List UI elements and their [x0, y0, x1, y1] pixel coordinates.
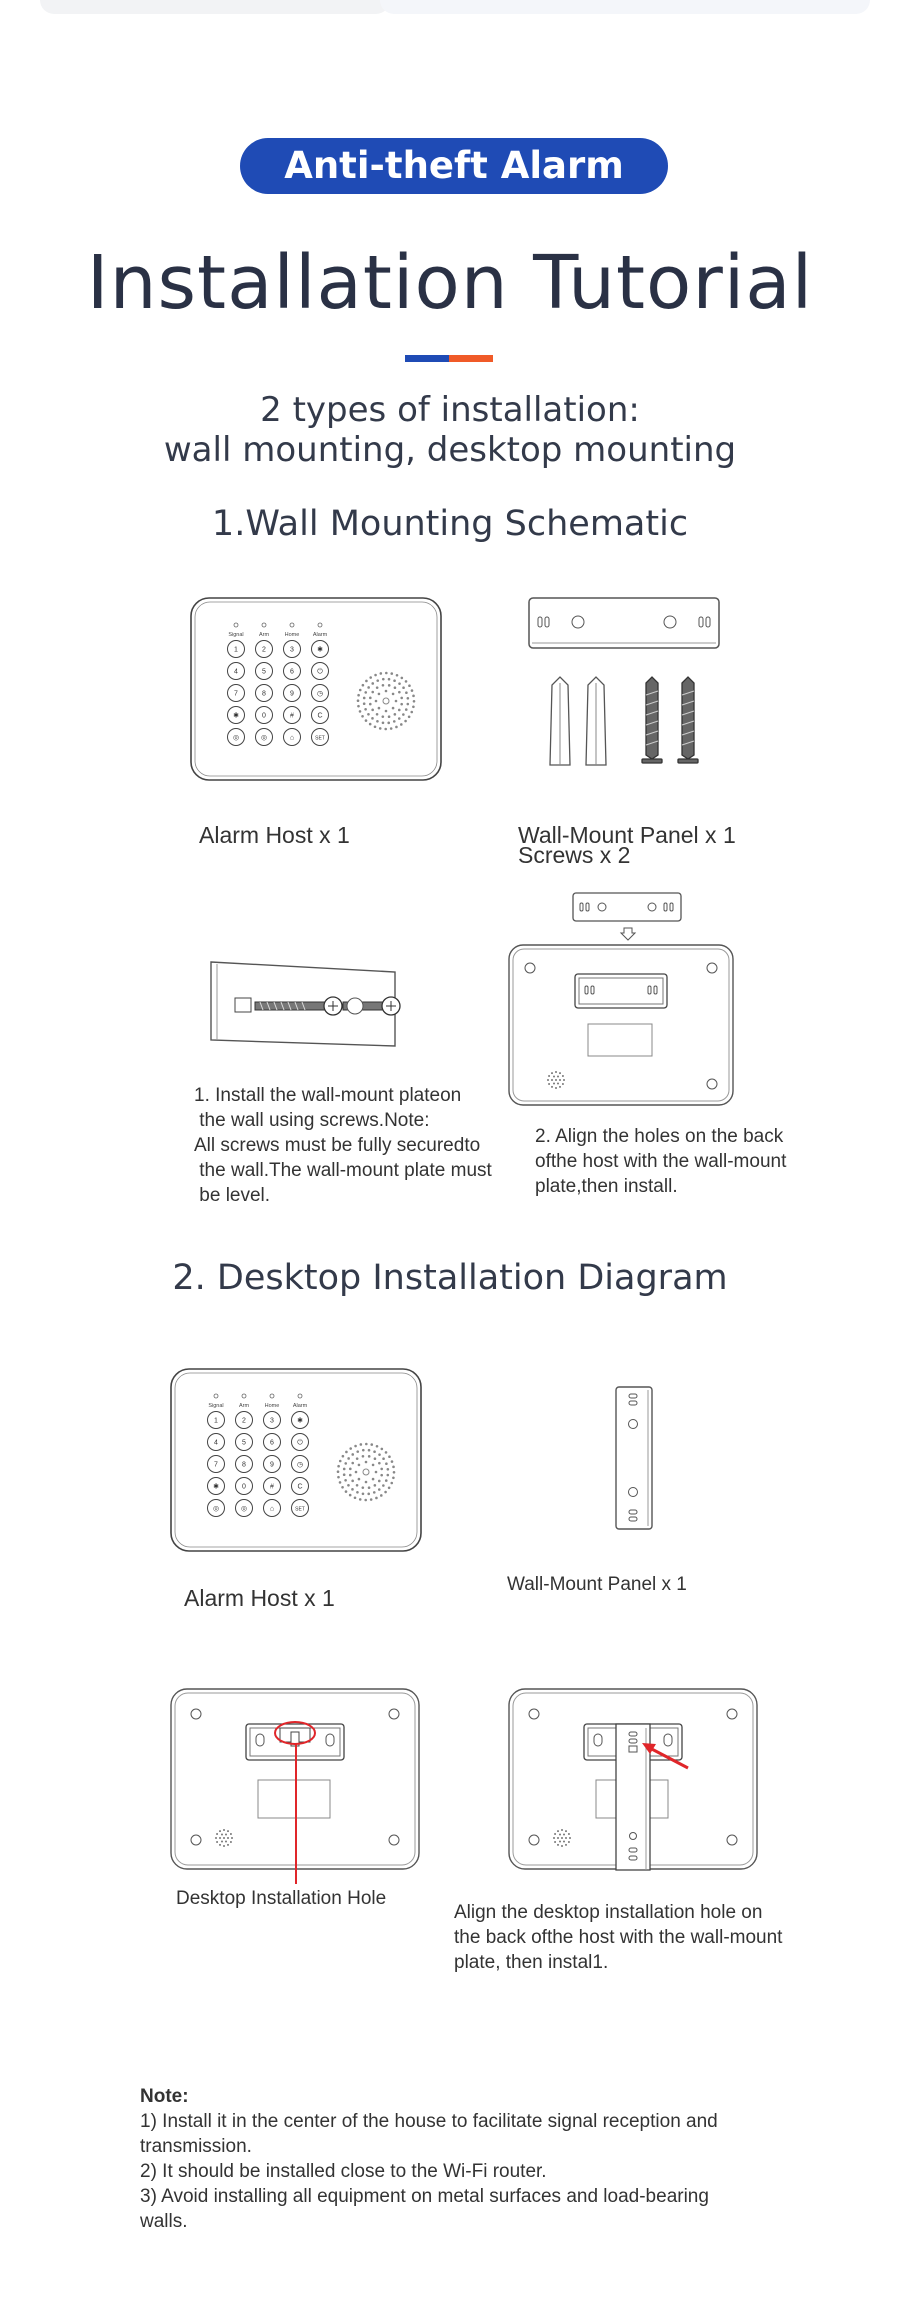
subtitle-line-1: 2 types of installation: [260, 390, 640, 430]
led-label: Alarm [292, 1403, 308, 1409]
note-item-3b: walls. [140, 2211, 188, 2232]
led-label: Alarm [312, 632, 328, 638]
keypad-key: C [297, 1483, 303, 1491]
keypad-key: ⌂ [289, 734, 295, 742]
desktop-section-title: 2. Desktop Installation Diagram [172, 1258, 728, 1298]
keypad-key: 2 [242, 1417, 246, 1425]
wall-section-title: 1.Wall Mounting Schematic [211, 504, 689, 544]
keypad-key: ⏻ [317, 668, 323, 676]
step2-line-3: plate,then install. [535, 1176, 678, 1197]
top-bar-left [40, 0, 390, 14]
title-divider-blue [405, 355, 449, 362]
keypad-key: 5 [242, 1439, 246, 1447]
keypad-key: 9 [290, 690, 294, 698]
keypad-key: 7 [234, 690, 238, 698]
keypad-key: # [270, 1483, 274, 1491]
screws-caption: Screws x 2 [518, 842, 631, 868]
keypad-key: 4 [214, 1439, 218, 1447]
keypad-key: ✱ [213, 1483, 219, 1491]
note-item-3a: 3) Avoid installing all equipment on metal surfaces and load-bearing [140, 2186, 709, 2207]
alarm-host-front-illustration-2 [170, 1368, 422, 1552]
keypad-key: 5 [262, 668, 266, 676]
keypad-key: ◎ [260, 734, 268, 742]
alarm-host-back-illustration [508, 944, 734, 1106]
wall-mount-panel-illustration [528, 597, 720, 653]
keypad-key: ⏻ [297, 1439, 303, 1447]
host-back-with-stand-illustration [508, 1688, 758, 1870]
wall-plate-side-view-illustration [205, 960, 405, 1050]
keypad-key: C [317, 712, 323, 720]
keypad-key: ◎ [232, 734, 240, 742]
keypad-key: 6 [290, 668, 294, 676]
note-heading: Note: [140, 2086, 189, 2107]
step1-text [194, 1083, 534, 1208]
keypad-key: 3 [270, 1417, 274, 1425]
led-label: Arm [258, 632, 270, 638]
top-bar-right [380, 0, 870, 14]
keypad-key: 0 [242, 1483, 246, 1491]
alarm-host-front-illustration [190, 597, 442, 781]
step2-text [535, 1124, 855, 1199]
keypad-key: SET [295, 1506, 305, 1513]
keypad-key: ◎ [212, 1505, 220, 1513]
desktop-panel-caption: Wall-Mount Panel x 1 [507, 1574, 687, 1595]
led-label: Home [264, 1403, 280, 1409]
keypad-key: 8 [262, 690, 266, 698]
keypad-key: 8 [242, 1461, 246, 1469]
step1-line-2: the wall using screws.Note: [194, 1110, 430, 1131]
keypad-key: ✱ [317, 646, 323, 654]
keypad-key: 0 [262, 712, 266, 720]
led-label: Signal [208, 1403, 224, 1409]
align-line-3: plate, then instal1. [454, 1952, 609, 1973]
keypad-key: 7 [214, 1461, 218, 1469]
led-label: Arm [238, 1403, 250, 1409]
keypad-key: 6 [270, 1439, 274, 1447]
product-badge: Anti-theft Alarm Host [240, 138, 668, 194]
keypad-key: ✱ [297, 1417, 303, 1425]
step1-line-1: 1. Install the wall-mount plateon [194, 1085, 462, 1106]
align-text [454, 1900, 854, 1975]
keypad-key: 9 [270, 1461, 274, 1469]
desktop-host-caption: Alarm Host x 1 [184, 1585, 335, 1611]
step2-line-1: 2. Align the holes on the back [535, 1126, 784, 1147]
step2-line-2: ofthe host with the wall-mount [535, 1151, 787, 1172]
led-label: Home [284, 632, 300, 638]
keypad-key: 4 [234, 668, 238, 676]
title-divider-orange [449, 355, 493, 362]
note-item-1b: transmission. [140, 2136, 252, 2157]
keypad-key: ◎ [240, 1505, 248, 1513]
keypad-key: 3 [290, 646, 294, 654]
step1-line-4: the wall.The wall-mount plate must [194, 1160, 492, 1181]
note-item-2: 2) It should be installed close to the Wi-Fi router. [140, 2161, 547, 2182]
led-label: Signal [228, 632, 244, 638]
hole-pointer-line [295, 1744, 297, 1884]
wall-plate-small-illustration [572, 892, 682, 924]
arrow-down-icon [620, 927, 636, 941]
align-line-1: Align the desktop installation hole on [454, 1902, 763, 1923]
anchors-and-screws-illustration [546, 675, 706, 771]
keypad-key: # [290, 712, 294, 720]
keypad-key: 1 [234, 646, 238, 654]
hole-caption: Desktop Installation Hole [176, 1888, 387, 1909]
note-block [140, 2084, 820, 2234]
host-caption: Alarm Host x 1 [199, 822, 350, 848]
step1-line-3: All screws must be fully securedto [194, 1135, 481, 1156]
keypad-key: 1 [214, 1417, 218, 1425]
step1-line-5: be level. [194, 1185, 271, 1206]
keypad-key: ✱ [233, 712, 239, 720]
align-line-2: the back ofthe host with the wall-mount [454, 1927, 783, 1948]
keypad-key: SET [315, 735, 325, 742]
panel-caption: Wall-Mount Panel x 1 [518, 822, 736, 848]
note-item-1a: 1) Install it in the center of the house to facilitate signal reception and [140, 2111, 718, 2132]
keypad-key: 2 [262, 646, 266, 654]
keypad-key: ◷ [316, 690, 324, 698]
page-title: Installation Tutorial [86, 240, 814, 326]
keypad-key: ◷ [296, 1461, 304, 1469]
subtitle-line-2: wall mounting, desktop mounting [163, 430, 737, 470]
wall-mount-panel-vertical-illustration [614, 1386, 656, 1530]
keypad-key: ⌂ [269, 1505, 275, 1513]
